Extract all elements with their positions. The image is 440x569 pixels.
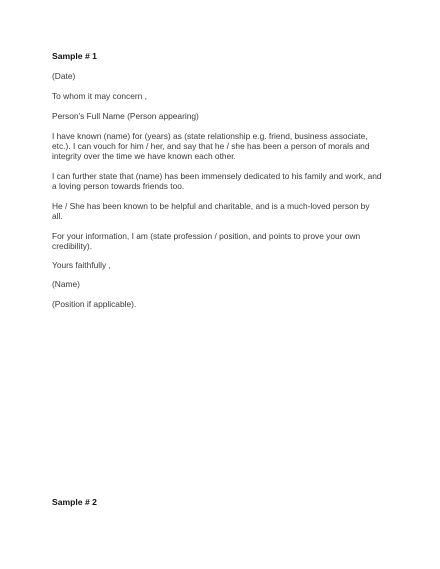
closing-line: Yours faithfully , <box>52 260 111 270</box>
sample-1-heading: Sample # 1 <box>52 51 97 61</box>
paragraph-credibility: For your information, I am (state profession / position, and points to prove your own credibility). <box>52 231 361 251</box>
paragraph-known: I have known (name) for (years) as (state relationship e.g. friend, business associate, etc.). I can vouch for him / her, and say that he / she has been a person of morals and integrity over the time we have known each other. <box>52 131 370 161</box>
date-line: (Date) <box>52 71 76 81</box>
paragraph-helpful: He / She has been known to be helpful and charitable, and is a much-loved person by all. <box>52 201 370 221</box>
paragraph-dedicated: I can further state that (name) has been immensely dedicated to his family and work, and a loving person towards friends too. <box>52 171 382 191</box>
signature-name: (Name) <box>52 279 80 289</box>
salutation: To whom it may concern , <box>52 91 147 101</box>
signature-position: (Position if applicable). <box>52 299 137 309</box>
sample-2-heading: Sample # 2 <box>52 497 97 507</box>
person-name-line: Person's Full Name (Person appearing) <box>52 111 199 121</box>
